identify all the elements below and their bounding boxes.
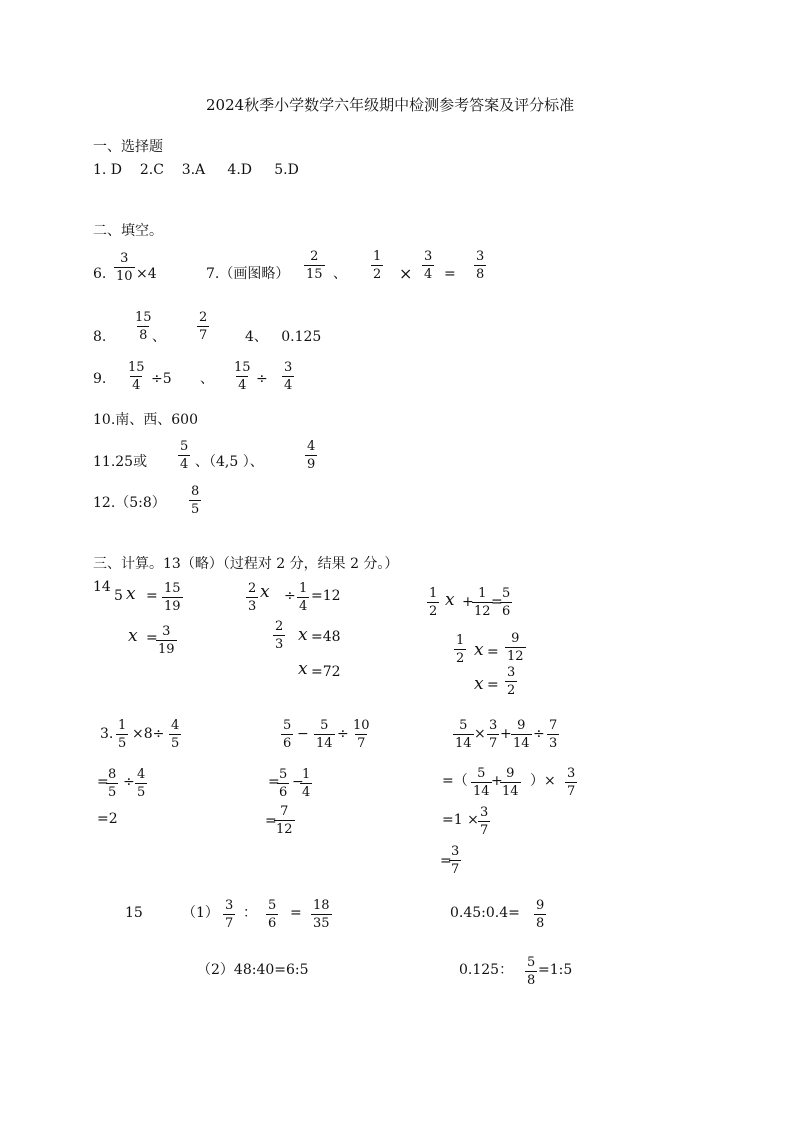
calc-c2-fraction-3: $\frac{3}{7}$ (567, 766, 576, 799)
q8-tail: 4、 0.125 (245, 329, 322, 345)
calc-a2-op: ÷ (123, 774, 135, 790)
q14b2-var: x (298, 625, 308, 645)
q14a2-eq: = (146, 630, 158, 646)
q7-label: 7.（画图略） (206, 266, 290, 282)
calc-c2-close: ）× (530, 773, 556, 789)
q14a2-var: x (128, 626, 138, 646)
q7-fraction-4: $\frac{3}{8}$ (476, 249, 485, 282)
q12-label: 12.（5:8） (93, 495, 166, 511)
calc-b-op1: − (297, 726, 309, 742)
q15-p1-colon: ： (243, 905, 257, 921)
calc-c4-fraction: $\frac{3}{7}$ (451, 844, 460, 877)
q8-label: 8. (93, 329, 107, 345)
choice-answers: 1. D 2.C 3.A 4.D 5.D (93, 162, 299, 178)
calc-c-fraction-3: $\frac{9}{14}$ (513, 718, 530, 751)
calc-b2-fraction-1: $\frac{5}{6}$ (279, 767, 288, 800)
q15-r2-text: 0.125： (459, 962, 514, 978)
q14b-rest: =12 (311, 588, 341, 604)
q15-p1-eq: = (290, 905, 302, 921)
q14b-op: ÷ (284, 588, 296, 604)
q14c2-eq: = (487, 644, 499, 660)
q12-fraction: $\frac{8}{5}$ (191, 484, 200, 517)
q14c2-fraction-2: $\frac{9}{12}$ (507, 631, 524, 664)
q14c-fraction-1: $\frac{1}{2}$ (429, 586, 438, 619)
q15-label: 15 (125, 905, 143, 921)
calc-a-fraction-1: $\frac{1}{5}$ (118, 718, 127, 751)
page-title: 2024秋季小学数学六年级期中检测参考答案及评分标准 (206, 96, 575, 114)
q14c-plus: + (462, 594, 474, 610)
calc-b2-fraction-2: $\frac{1}{4}$ (302, 767, 311, 800)
q6-fraction: $\frac{3}{10}$ (116, 251, 133, 284)
q7-op: × (399, 264, 413, 283)
q8-fraction-2: $\frac{2}{7}$ (199, 310, 208, 343)
q7-fraction-2: $\frac{1}{2}$ (373, 249, 382, 282)
calc-b-op2: ÷ (337, 726, 349, 742)
q15-r2-tail: =1:5 (538, 962, 573, 978)
calc-b3-fraction: $\frac{7}{12}$ (276, 804, 293, 837)
q7-eq: = (444, 266, 456, 282)
calc-c2-fraction-2: $\frac{9}{14}$ (502, 766, 519, 799)
q14c2-var: x (474, 640, 484, 660)
calc-c-op3: ÷ (533, 726, 545, 742)
q15-p1-label: （1） (182, 905, 219, 921)
q14a-var: x (126, 584, 136, 604)
calc-c3-eq: =1 × (442, 812, 479, 828)
q15-p1-fraction-1: $\frac{3}{7}$ (225, 898, 234, 931)
q9-fraction-2: $\frac{15}{4}$ (234, 360, 251, 393)
calc-c-fraction-4: $\frac{7}{3}$ (549, 718, 558, 751)
calc-a-mid: ×8÷ (132, 726, 165, 742)
section-heading-fill: 二、填空。 (93, 223, 163, 239)
q6-label: 6. (93, 266, 107, 282)
q14a2-fraction: $\frac{3}{19}$ (158, 624, 175, 657)
calc-c3-fraction: $\frac{3}{7}$ (480, 805, 489, 838)
q14b-fraction-1: $\frac{2}{3}$ (248, 581, 257, 614)
q15-p1-fraction-3: $\frac{18}{35}$ (313, 898, 330, 931)
q14b-fraction-2: $\frac{1}{4}$ (299, 581, 308, 614)
q7-sep: 、 (333, 266, 347, 282)
q14c-fraction-3: $\frac{5}{6}$ (502, 586, 511, 619)
calc-c2-eq: =（ (442, 773, 468, 789)
q14a-eq: = (146, 588, 158, 604)
q14-label: 14 (93, 579, 111, 595)
calc-b3-eq: = (265, 813, 277, 829)
calc-c2-fraction-1: $\frac{5}{14}$ (473, 766, 490, 799)
calc-a-fraction-2: $\frac{4}{5}$ (171, 718, 180, 751)
q14c3-eq: = (487, 677, 499, 693)
q9-sep: 、 (200, 371, 214, 387)
q15-r1-fraction: $\frac{9}{8}$ (536, 898, 545, 931)
calc-c-op1: × (474, 726, 486, 742)
q14b2-fraction: $\frac{2}{3}$ (275, 619, 284, 652)
q14a-coef: 5 (114, 588, 123, 604)
q11-label: 11.25或 (93, 454, 148, 470)
calc-c4-eq: = (440, 853, 452, 869)
calc-b2-op: − (292, 774, 304, 790)
calc-b-fraction-1: $\frac{5}{6}$ (283, 718, 292, 751)
calc-b-fraction-2: $\frac{5}{14}$ (316, 718, 333, 751)
q9-op1: ÷5 (151, 371, 172, 387)
q14a-fraction: $\frac{15}{19}$ (164, 581, 181, 614)
calc-a2-fraction-1: $\frac{8}{5}$ (108, 767, 117, 800)
calc-c-op2: + (500, 726, 512, 742)
q7-fraction-1: $\frac{2}{15}$ (306, 249, 323, 282)
section-heading-choice: 一、选择题 (93, 139, 163, 155)
q11-fraction-2: $\frac{4}{9}$ (307, 439, 316, 472)
calc-a2-eq: = (97, 774, 109, 790)
q9-fraction-3: $\frac{3}{4}$ (284, 360, 293, 393)
q9-label: 9. (93, 371, 107, 387)
calc-c-fraction-1: $\frac{5}{14}$ (455, 718, 472, 751)
q8-sep: 、 (152, 329, 166, 345)
q7-fraction-3: $\frac{3}{4}$ (424, 249, 433, 282)
q15-r1-text: 0.45:0.4= (450, 905, 520, 921)
calc-a2-fraction-2: $\frac{4}{5}$ (137, 767, 146, 800)
q15-p2: （2）48:40=6:5 (197, 962, 309, 978)
q14b3-var: x (298, 659, 308, 679)
q14c-eq: = (491, 594, 503, 610)
q15-r2-fraction: $\frac{5}{8}$ (527, 955, 536, 988)
calc-a3-result: =2 (97, 811, 118, 827)
q10-answer: 10.南、西、600 (93, 412, 198, 428)
q11-mid: 、（4,5 ）、 (195, 454, 264, 470)
q14b2-rest: =48 (311, 629, 341, 645)
q6-tail: ×4 (136, 266, 157, 282)
section-heading-calc: 三、计算。13（略）（过程对 2 分，结果 2 分。） (93, 556, 399, 572)
q14c-fraction-2: $\frac{1}{12}$ (474, 586, 491, 619)
q14c2-fraction: $\frac{1}{2}$ (456, 633, 465, 666)
calc-b-fraction-3: $\frac{10}{7}$ (353, 718, 370, 751)
calc-b2-eq: = (268, 774, 280, 790)
calc-c-fraction-2: $\frac{3}{7}$ (489, 718, 498, 751)
q14b-var: x (260, 582, 270, 602)
q14c-var: x (445, 590, 455, 610)
q14c3-var: x (474, 674, 484, 694)
calc-a-label: 3. (100, 726, 114, 742)
q9-fraction-1: $\frac{15}{4}$ (128, 360, 145, 393)
q15-p1-fraction-2: $\frac{5}{6}$ (268, 898, 277, 931)
calc-c2-op: + (491, 773, 503, 789)
q14c3-fraction: $\frac{3}{2}$ (507, 665, 516, 698)
q9-op2: ÷ (256, 371, 268, 387)
q11-fraction-1: $\frac{5}{4}$ (180, 439, 189, 472)
q8-fraction-1: $\frac{15}{8}$ (135, 310, 152, 343)
q14b3-rest: =72 (311, 664, 341, 680)
